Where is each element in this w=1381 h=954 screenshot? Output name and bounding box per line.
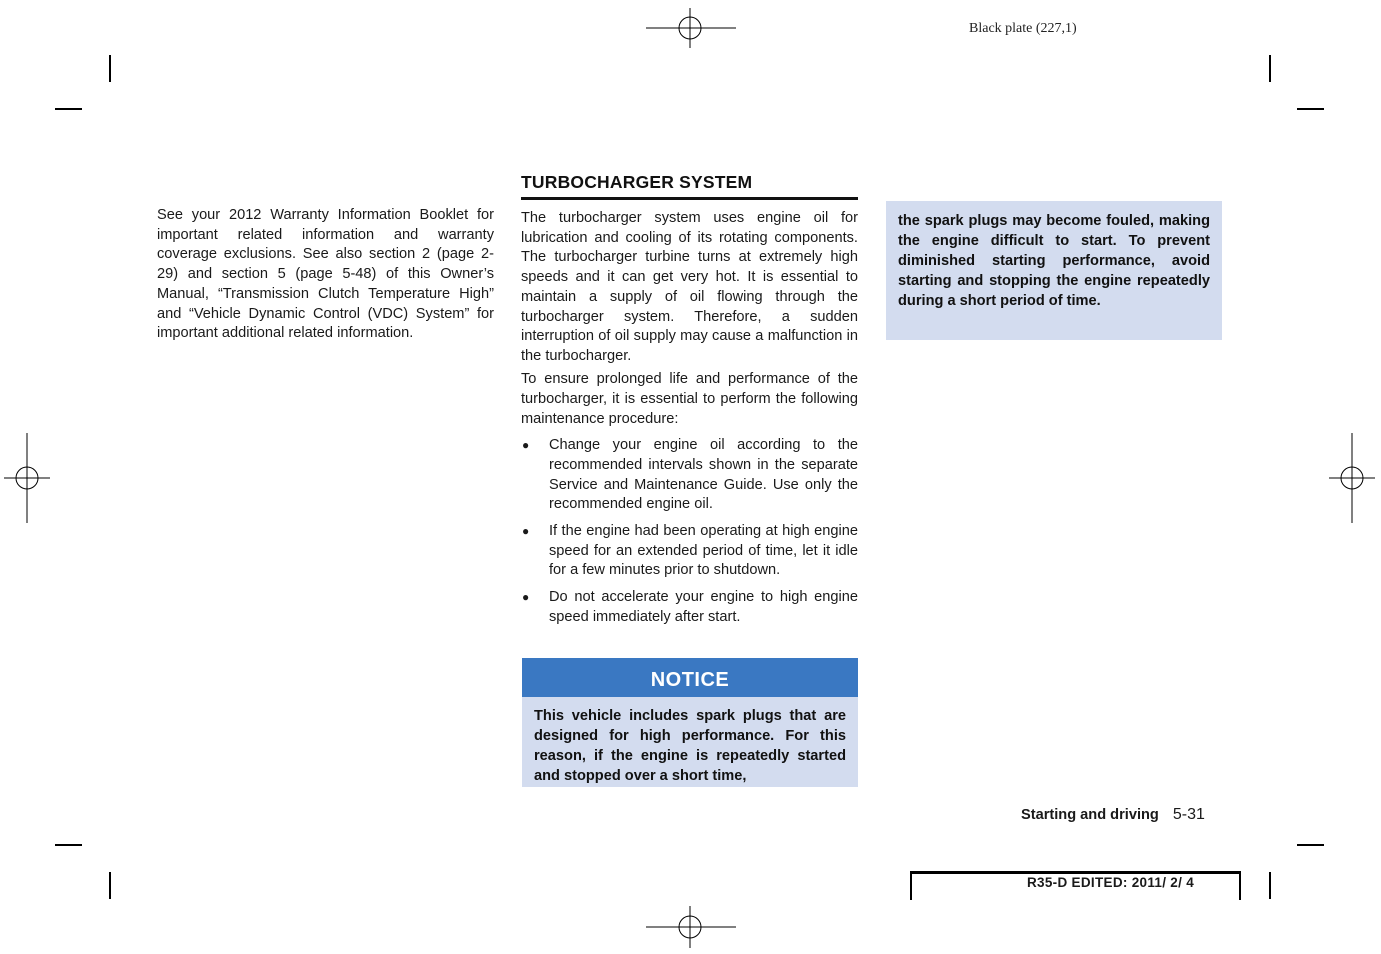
plate-label: Black plate (227,1): [969, 21, 1077, 36]
registration-mark-top: [646, 8, 736, 48]
list-item-text: If the engine had been operating at high engine speed for an extended period of time, let it idle for a few minutes prior to shutdown.: [549, 523, 858, 579]
list-item-text: Change your engine oil according to the recommended intervals shown in the separate Service and Maintenance Guide. Use only the recommended engine oil.: [549, 437, 858, 513]
section-heading: TURBOCHARGER SYSTEM: [521, 172, 858, 200]
crop-mark-bottom-right-vertical: [1269, 872, 1271, 899]
list-item: [521, 522, 858, 581]
bullet-icon: ●: [522, 524, 530, 539]
crop-mark-top-left-horizontal: [55, 108, 82, 110]
turbo-column: [521, 209, 858, 635]
maintenance-list: [521, 436, 858, 627]
notice-continuation: the spark plugs may become fouled, making the engine difficult to start. To prevent diminished starting performance, avoid starting and stopping the engine repeatedly during a short period of time.: [886, 201, 1222, 340]
registration-mark-bottom: [646, 906, 736, 948]
crop-mark-bottom-left-vertical: [109, 872, 111, 899]
crop-mark-bottom-left-horizontal: [55, 844, 82, 846]
warranty-paragraph: See your 2012 Warranty Information Booklet for important related information and warranty coverage exclusions. See also section 2 (page 2-29) and section 5 (page 5-48) of this Owner’s Manual, “Transmission Clutch Temperature High” and “Vehicle Dynamic Control (VDC) System” for important additional related information.: [157, 207, 494, 342]
crop-mark-top-right-horizontal: [1297, 108, 1324, 110]
bullet-icon: ●: [522, 590, 530, 605]
page-footer: [1021, 806, 1205, 824]
crop-mark-bottom-right-horizontal: [1297, 844, 1324, 846]
edited-label: R35-D EDITED: 2011/ 2/ 4: [1027, 875, 1195, 890]
list-item: [521, 588, 858, 627]
turbo-paragraph-2: To ensure prolonged life and performance of the turbocharger, it is essential to perform the following maintenance procedure:: [521, 371, 858, 427]
bullet-icon: ●: [522, 438, 530, 453]
turbo-paragraph-1: The turbocharger system uses engine oil for lubrication and cooling of its rotating components. The turbocharger turbine turns at extremely high speeds and it can get very hot. It is essential to maintain a supply of oil flowing through the turbocharger system. Therefore, a sudden interruption of oil supply may cause a malfunction in the turbocharger.: [521, 210, 858, 364]
list-item: [521, 436, 858, 515]
notice-box: [522, 658, 858, 787]
footer-section-name: Starting and driving: [1021, 807, 1159, 823]
registration-mark-left: [4, 433, 50, 523]
crop-mark-top-right-vertical: [1269, 55, 1271, 82]
registration-mark-right: [1329, 433, 1375, 523]
crop-mark-top-left-vertical: [109, 55, 111, 82]
notice-title: NOTICE: [522, 658, 858, 697]
left-column: [157, 206, 494, 344]
page-number: 5-31: [1172, 806, 1205, 823]
list-item-text: Do not accelerate your engine to high engine speed immediately after start.: [549, 589, 858, 625]
notice-text: This vehicle includes spark plugs that are designed for high performance. For this reason, if the engine is repeatedly started and stopped over a short time,: [534, 708, 846, 784]
